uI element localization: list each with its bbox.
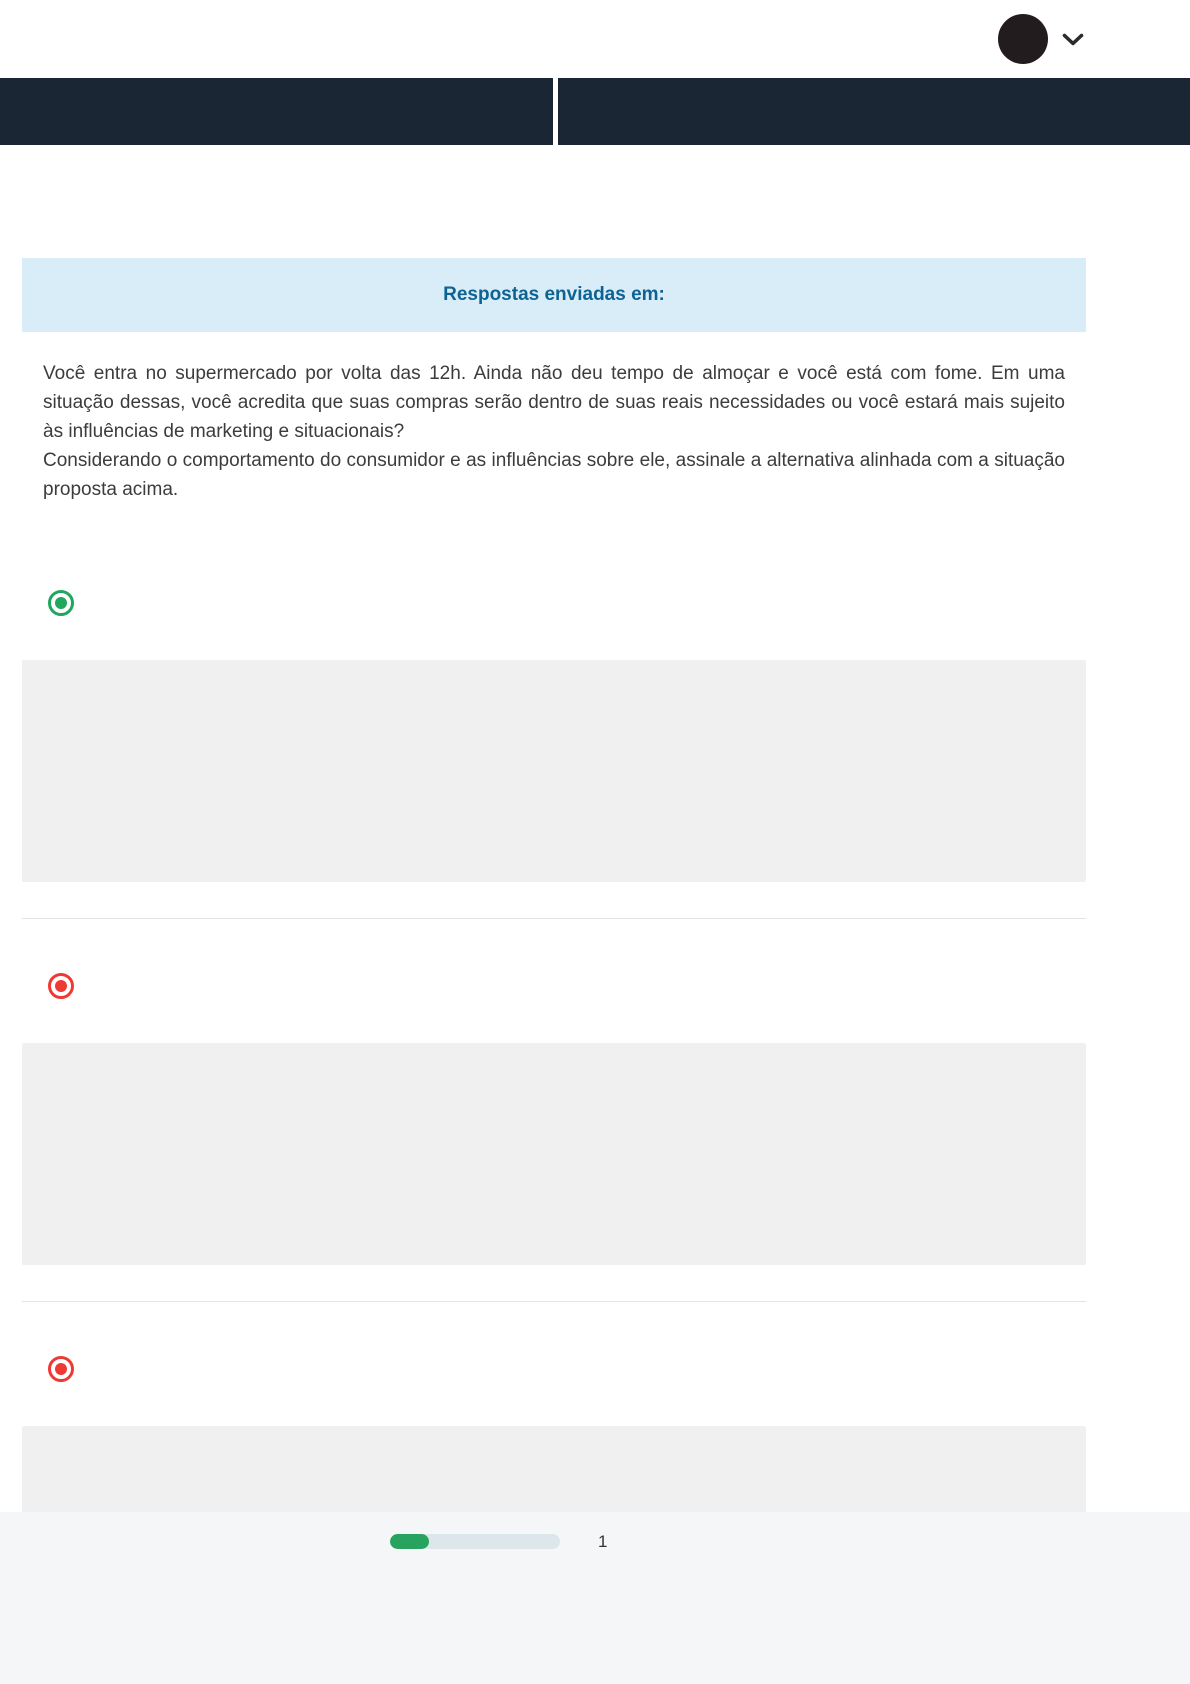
option-divider: [22, 1301, 1086, 1302]
navigation-bar: [0, 78, 1190, 145]
radio-button-icon[interactable]: [48, 973, 74, 999]
question-block: [22, 359, 1086, 504]
progress-fill: [390, 1534, 429, 1549]
radio-dot: [55, 597, 67, 609]
answer-option-body: [22, 660, 1086, 882]
progress-bar: [390, 1534, 560, 1549]
radio-dot: [55, 980, 67, 992]
radio-button-icon[interactable]: [48, 1356, 74, 1382]
radio-button-icon[interactable]: [48, 590, 74, 616]
chevron-down-icon[interactable]: [1062, 33, 1084, 46]
answer-option-2-incorrect: [22, 973, 1086, 1302]
question-instruction: Considerando o comportamento do consumidor e as influências sobre ele, assinale a alternativa alinhada com a situação proposta acima.: [43, 450, 1065, 500]
pagination-footer: [0, 1512, 1190, 1684]
account-menu[interactable]: [998, 14, 1084, 64]
topbar: [0, 0, 1190, 78]
radio-dot: [55, 1363, 67, 1375]
options-list: [22, 590, 1086, 1648]
question-paragraph: Você entra no supermercado por volta das 12h. Ainda não deu tempo de almoçar e você está com fome. Em uma situação dessas, você acredita que suas compras serão dentro de suas reais necessidades ou você estará mais sujeito às influências de marketing e situacionais?: [43, 363, 1065, 442]
answer-option-body: [22, 1043, 1086, 1265]
nav-section-left: [0, 78, 553, 145]
submission-banner: [22, 258, 1086, 332]
answer-option-1-correct: [22, 590, 1086, 919]
option-divider: [22, 918, 1086, 919]
page-number: 1: [598, 1532, 608, 1551]
avatar[interactable]: [998, 14, 1048, 64]
submission-banner-label: Respostas enviadas em:: [443, 284, 665, 305]
main-content: [22, 258, 1086, 1648]
nav-section-right: [558, 78, 1190, 145]
